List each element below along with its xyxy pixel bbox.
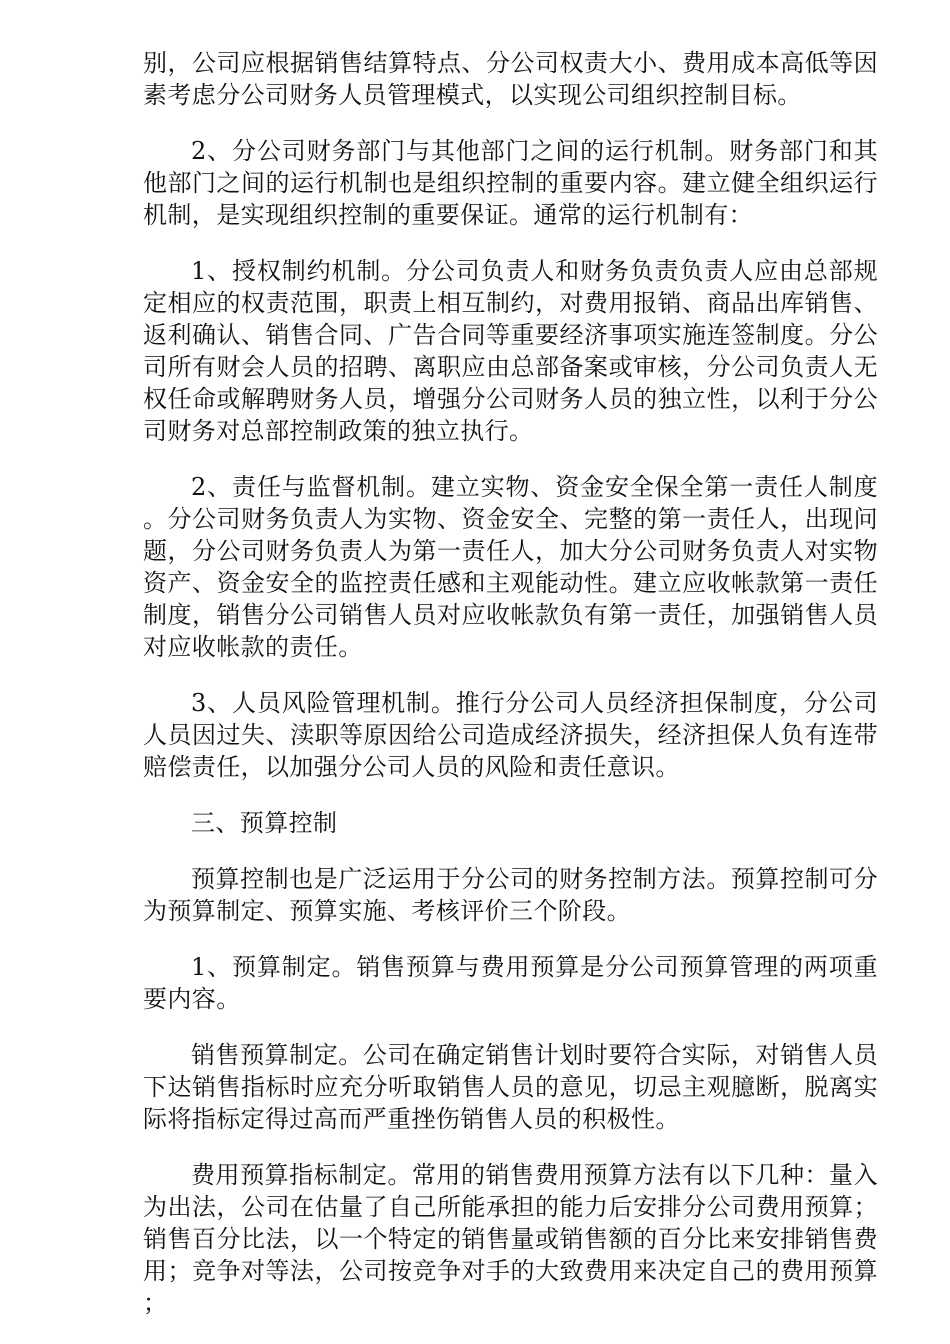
- paragraph-3: 1、授权制约机制。分公司负责人和财务负责负责人应由总部规定相应的权责范围，职责上相互制约，对费用报销、商品出库销售、返利确认、销售合同、广告合同等重要经济事项实施连签制度。分公司所有财会人员的招聘、离职应由总部备案或审核，分公司负责人无权任命或解聘财务人员，增强分公司财务人员的独立性，以利于分公司财务对总部控制政策的独立执行。: [143, 257, 878, 445]
- paragraph-9: 销售预算制定。公司在确定销售计划时要符合实际，对销售人员下达销售指标时应充分听取销售人员的意见，切忌主观臆断，脱离实际将指标定得过高而严重挫伤销售人员的积极性。: [143, 1041, 878, 1133]
- paragraph-5: 3、人员风险管理机制。推行分公司人员经济担保制度，分公司人员因过失、渎职等原因给公司造成经济损失，经济担保人负有连带赔偿责任，以加强分公司人员的风险和责任意识。: [143, 689, 878, 781]
- paragraph-7: 预算控制也是广泛运用于分公司的财务控制方法。预算控制可分为预算制定、预算实施、考核评价三个阶段。: [143, 865, 878, 925]
- paragraph-10: 费用预算指标制定。常用的销售费用预算方法有以下几种：量入为出法，公司在估量了自己所能承担的能力后安排分公司费用预算；销售百分比法，以一个特定的销售量或销售额的百分比来安排销售费用；竞争对等法，公司按竞争对手的大致费用来决定自己的费用预算；: [143, 1161, 878, 1317]
- paragraph-2: 2、分公司财务部门与其他部门之间的运行机制。财务部门和其他部门之间的运行机制也是组织控制的重要内容。建立健全组织运行机制，是实现组织控制的重要保证。通常的运行机制有：: [143, 137, 878, 229]
- document-body: [143, 47, 878, 1343]
- paragraph-8: 1、预算制定。销售预算与费用预算是分公司预算管理的两项重要内容。: [143, 953, 878, 1013]
- paragraph-4: 2、责任与监督机制。建立实物、资金安全保全第一责任人制度。分公司财务负责人为实物、资金安全、完整的第一责任人，出现问题，分公司财务负责人为第一责任人，加大分公司财务负责人对实物资产、资金安全的监控责任感和主观能动性。建立应收帐款第一责任制度，销售分公司销售人员对应收帐款负有第一责任，加强销售人员对应收帐款的责任。: [143, 473, 878, 661]
- section-heading: 三、预算控制: [191, 809, 338, 837]
- paragraph-1: 别，公司应根据销售结算特点、分公司权责大小、费用成本高低等因素考虑分公司财务人员管理模式，以实现公司组织控制目标。: [143, 49, 878, 109]
